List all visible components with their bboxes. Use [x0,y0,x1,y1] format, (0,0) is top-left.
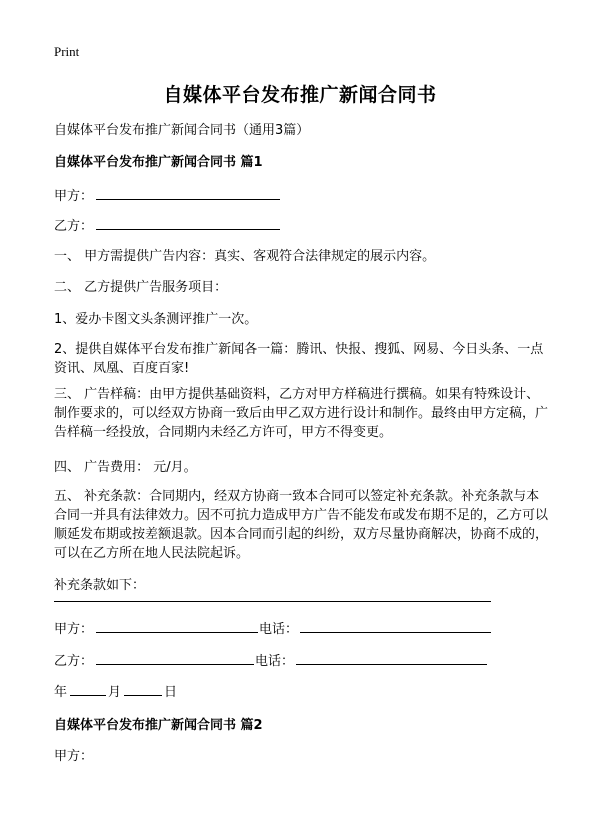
sign-a-blank [96,632,258,633]
contract1-heading: 自媒体平台发布推广新闻合同书 篇1 [54,155,263,170]
sign-b-label: 乙方： [54,654,94,669]
clause-2: 二、 乙方提供广告服务项目： [54,280,228,295]
clause-5: 五、 补充条款：合同期内，经双方协商一致本合同可以签定补充条款。补充条款与本合同一并具有法律效力。因不可抗力造成甲方广告不能发布或发布期不足的，乙方可以顺延发布期或按差额退款。因本合同而引起的纠纷，双方尽量协商解决，协商不成的，可以在乙方所在地人民法院起诉。 [54,489,549,561]
print-label: Print [54,44,80,59]
party-b-blank [96,229,280,230]
date-year-label: 年 [54,685,68,700]
sign-b-blank [96,664,254,665]
document-title: 自媒体平台发布推广新闻合同书 [163,84,437,106]
sign-b-phone-label: 电话： [255,654,295,669]
sign-b-phone-blank [296,664,487,665]
service-item-2: 2、提供自媒体平台发布推广新闻各一篇：腾讯、快报、搜狐、网易、今日头条、一点资讯、凤凰、百度百家! [54,342,544,376]
date-day-label: 日 [164,685,178,700]
party-a-label: 甲方： [54,189,94,204]
supplement-label: 补充条款如下： [54,578,146,593]
supplement-blank [54,601,491,602]
clause-1: 一、 甲方需提供广告内容：真实、客观符合法律规定的展示内容。 [54,249,436,264]
clause-3: 三、 广告样稿：由甲方提供基础资料，乙方对甲方样稿进行撰稿。如果有特殊设计、制作要求的，可以经双方协商一致后由甲乙双方进行设计和制作。最终由甲方定稿，广告样稿一经投放，合同期内未经乙方许可，甲方不得变更。 [54,387,549,440]
contract2-heading: 自媒体平台发布推广新闻合同书 篇2 [54,718,263,733]
service-item-1: 1、爱办卡图文头条测评推广一次。 [54,312,258,327]
contract2-party-a-label: 甲方： [54,749,94,764]
party-b-label: 乙方： [54,219,94,234]
date-month-label: 月 [108,685,122,700]
party-a-blank [96,199,280,200]
sign-a-phone-blank [300,632,491,633]
sign-a-label: 甲方： [54,622,94,637]
date-month-blank [124,695,162,696]
sign-a-phone-label: 电话： [259,622,299,637]
clause-4: 四、 广告费用： 元/月。 [54,460,197,475]
date-year-blank [70,695,106,696]
document-subtitle: 自媒体平台发布推广新闻合同书（通用3篇） [54,123,310,138]
